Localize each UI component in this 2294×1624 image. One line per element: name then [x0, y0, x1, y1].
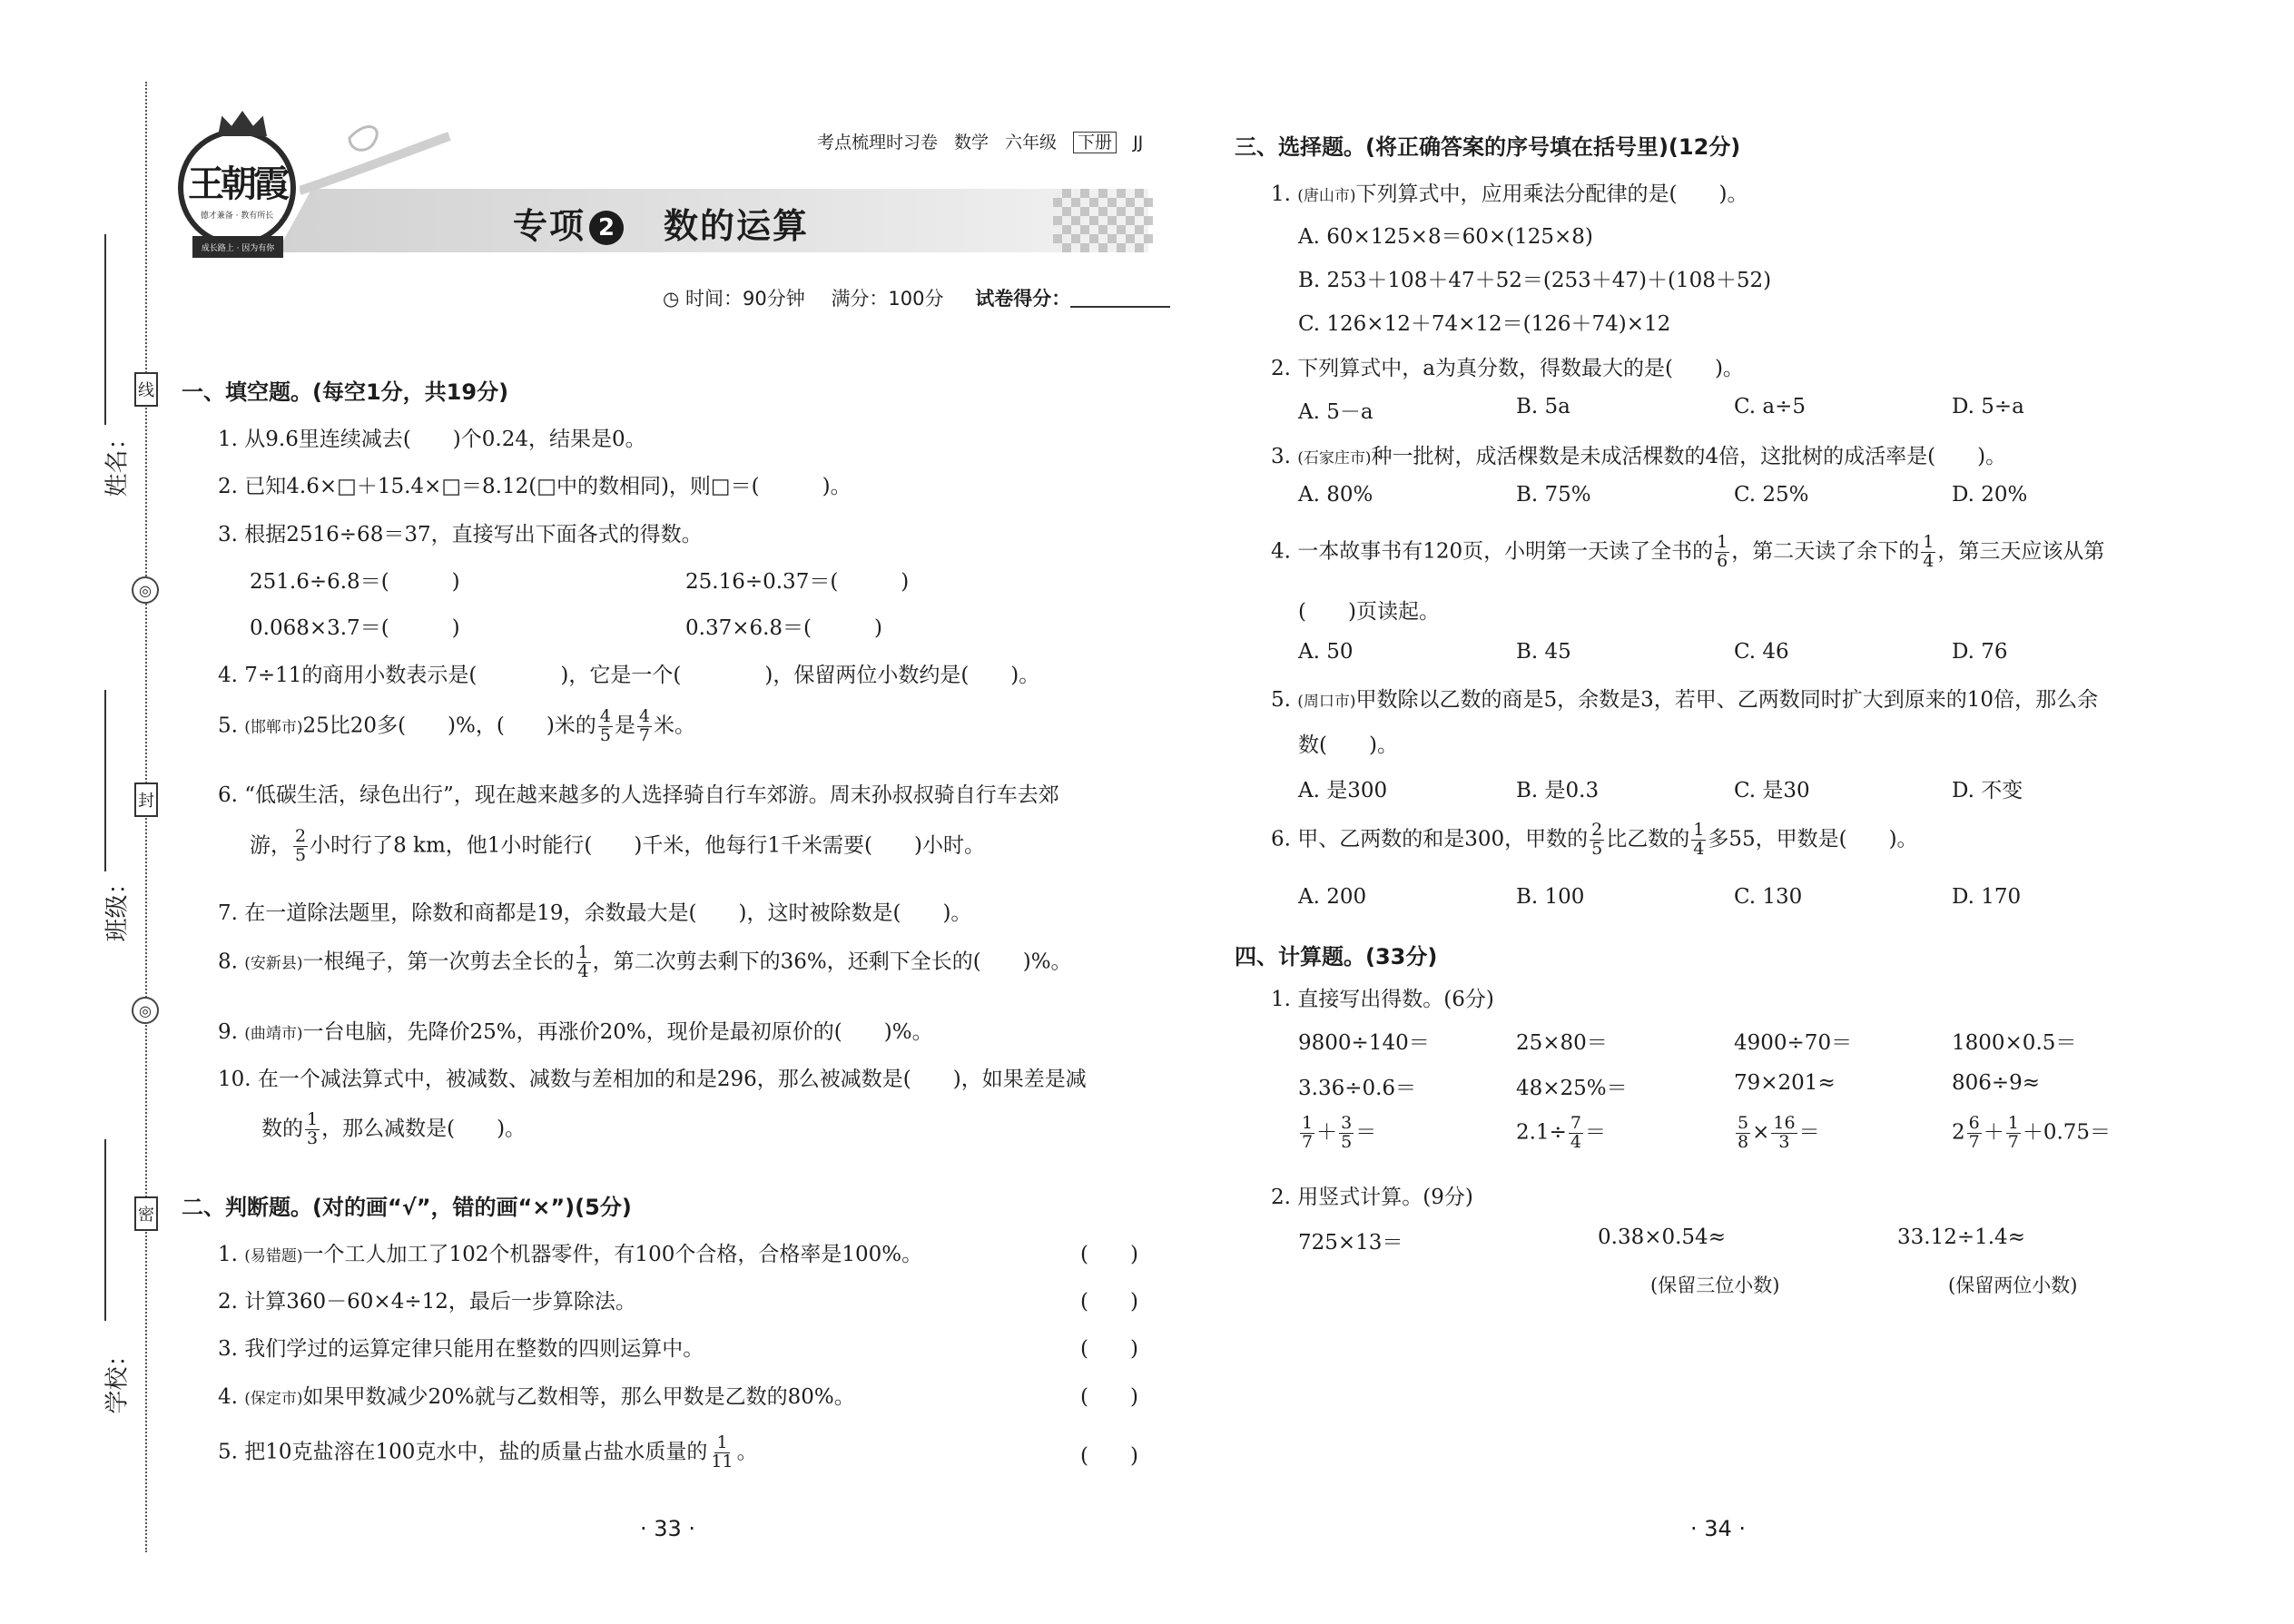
s2-q5-answer[interactable]: ( ): [1080, 1444, 1138, 1468]
s3-q6-option-a[interactable]: A. 200: [1298, 885, 1367, 909]
page-number-33: · 33 ·: [640, 1516, 696, 1541]
fraction: $\frac{1}{4}$: [577, 942, 589, 981]
s4-note-two-decimals: (保留两位小数): [1948, 1275, 2078, 1296]
s4-q2: 2. 用竖式计算。(9分): [1271, 1186, 1473, 1209]
fraction: $\frac{7}{4}$: [1570, 1113, 1581, 1152]
s2-q5: 5. 把10克盐溶在100克水中，盐的质量占盐水质量的 $\frac{1}{11}$ 。: [218, 1432, 758, 1471]
s4-r1-d: 1800×0.5＝: [1952, 1031, 2077, 1055]
fraction: $\frac{2}{5}$: [1591, 820, 1603, 859]
s1-q1: 1. 从9.6里连续减去( )个0.24，结果是0。: [218, 428, 646, 451]
s2-q1: 1. (易错题)一个工人加工了102个机器零件，有100个合格，合格率是100%。: [218, 1243, 923, 1266]
s3-q1-option-b[interactable]: B. 253＋108＋47＋52＝(253＋47)＋(108＋52): [1298, 269, 1772, 292]
s1-q3: 3. 根据2516÷68＝37，直接写出下面各式的得数。: [218, 523, 703, 546]
fraction: $\frac{5}{8}$: [1738, 1113, 1749, 1152]
logo-name: 王朝霞: [188, 162, 286, 205]
s1-q3c: 0.068×3.7＝( ): [250, 616, 460, 640]
s4-r2-b: 48×25%＝: [1516, 1077, 1628, 1100]
s1-q8-tag: (安新县): [244, 954, 303, 973]
fraction: $\frac{2}{5}$: [295, 826, 307, 865]
s3-q1-option-a[interactable]: A. 60×125×8＝60×(125×8): [1298, 225, 1593, 249]
fraction: $\frac{1}{6}$: [1717, 532, 1728, 571]
s3-q5-line2: 数( )。: [1298, 733, 1398, 757]
page-number-34: · 34 ·: [1690, 1516, 1747, 1541]
s3-q3: 3. (石家庄市)种一批树，成活棵数是未成活棵数的4倍，这批树的成活率是( )。: [1271, 445, 2007, 468]
s3-q1: 1. (唐山市)下列算式中，应用乘法分配律的是( )。: [1271, 182, 1748, 206]
s1-q9-tag: (曲靖市): [244, 1025, 303, 1043]
s3-q5: 5. (周口市)甲数除以乙数的商是5，余数是3，若甲、乙两数同时扩大到原来的10倍，那么余: [1271, 688, 2099, 712]
s2-q1-answer[interactable]: ( ): [1080, 1243, 1138, 1266]
s2-q4-tag: (保定市): [244, 1390, 303, 1408]
fraction: $\frac{1}{3}$: [307, 1109, 319, 1148]
s3-q5-tag: (周口市): [1297, 693, 1356, 711]
fraction: $\frac{4}{7}$: [638, 706, 650, 745]
s1-q3a: 251.6÷6.8＝( ): [250, 570, 460, 594]
s3-q5-option-d[interactable]: D. 不变: [1952, 779, 2023, 802]
score-label: 试卷得分：: [975, 288, 1071, 310]
s2-q4-answer[interactable]: ( ): [1080, 1385, 1138, 1409]
s3-q4: 4. 一本故事书有120页，小明第一天读了全书的 $\frac{1}{6}$ ，第二天读了余下的 $\frac{1}{4}$ ，第三天应该从第: [1271, 532, 2105, 571]
s1-q10-line1: 10. 在一个减法算式中，被减数、减数与差相加的和是296，那么被减数是( )，如果差是减: [218, 1068, 1087, 1091]
exam-info: [663, 284, 1170, 311]
s3-q6: 6. 甲、乙两数的和是300，甲数的 $\frac{2}{5}$ 比乙数的 $\frac{1}{4}$ 多55，甲数是( )。: [1271, 820, 1918, 859]
s4-r1-c: 4900÷70＝: [1734, 1031, 1853, 1055]
page-title: [513, 198, 809, 248]
s1-q4: 4. 7÷11的商用小数表示是( )，它是一个( )，保留两位小数约是( )。: [218, 664, 1040, 687]
s4-r1-b: 25×80＝: [1516, 1031, 1608, 1055]
s4-r3-d: 2 $\frac{6}{7}$ ＋ $\frac{1}{7}$ ＋0.75＝: [1952, 1113, 2112, 1152]
grade: 六年级: [1005, 133, 1058, 153]
s4-calc-a: 725×13＝: [1298, 1231, 1403, 1255]
s4-note-three-decimals: (保留三位小数): [1650, 1275, 1780, 1296]
s1-q5-text-c: 米。: [654, 714, 695, 738]
s4-r3-c: $\frac{5}{8}$ × $\frac{16}{3}$ ＝: [1738, 1113, 1820, 1152]
name-line: [104, 234, 106, 425]
series-name: 考点梳理时习卷: [817, 133, 939, 153]
s3-q6-option-b[interactable]: B. 100: [1516, 885, 1585, 909]
s3-q3-option-b[interactable]: B. 75%: [1516, 483, 1591, 507]
s3-q3-option-a[interactable]: A. 80%: [1298, 483, 1373, 507]
exam-full-score: 满分：100分: [831, 288, 944, 310]
s3-q5-option-c[interactable]: C. 是30: [1734, 779, 1810, 802]
section-2-title: 二、判断题。(对的画“√”，错的画“×”)(5分): [182, 1195, 632, 1220]
score-blank[interactable]: [1070, 306, 1170, 308]
s3-q2-option-d[interactable]: D. 5÷a: [1952, 395, 2024, 418]
s1-q10-line2: 数的 $\frac{1}{3}$ ，那么减数是( )。: [261, 1109, 527, 1148]
fraction: $\frac{1}{7}$: [1302, 1113, 1314, 1152]
s3-q4-option-b[interactable]: B. 45: [1516, 640, 1571, 664]
s4-r2-d: 806÷9≈: [1952, 1071, 2041, 1095]
fraction: $\frac{3}{5}$: [1341, 1113, 1353, 1152]
s2-q2: 2. 计算360－60×4÷12，最后一步算除法。: [218, 1290, 636, 1314]
binding-hole-icon: ◎: [132, 576, 159, 604]
s3-q5-option-a[interactable]: A. 是300: [1298, 779, 1388, 802]
logo-subtitle: 德才兼备 · 教有所长: [200, 212, 274, 221]
series-info: [817, 129, 1143, 153]
s3-q3-option-d[interactable]: D. 20%: [1952, 483, 2028, 507]
section-1-title: 一、填空题。(每空1分，共19分): [182, 379, 509, 405]
exam-time: 时间：90分钟: [685, 288, 805, 310]
section-3-title: 三、选择题。(将正确答案的序号填在括号里)(12分): [1235, 134, 1741, 160]
s3-q4-option-c[interactable]: C. 46: [1734, 640, 1789, 664]
class-line: [104, 690, 106, 871]
s2-q1-tag: (易错题): [244, 1247, 303, 1265]
logo-ribbon: 成长路上 · 因为有你: [192, 236, 283, 258]
s3-q1-tag: (唐山市): [1297, 187, 1356, 205]
s1-q6-line1: 6. “低碳生活，绿色出行”，现在越来越多的人选择骑自行车郊游。周末孙叔叔骑自行车去郊: [218, 783, 1059, 807]
s3-q2-option-a[interactable]: A. 5－a: [1298, 400, 1373, 424]
s1-q3d: 0.37×6.8＝( ): [685, 616, 883, 640]
s3-q2-option-b[interactable]: B. 5a: [1516, 395, 1570, 418]
s3-q6-option-c[interactable]: C. 130: [1734, 885, 1803, 909]
s3-q2: 2. 下列算式中，a为真分数，得数最大的是( )。: [1271, 357, 1744, 380]
ribbon-swoosh-icon: [300, 118, 454, 200]
s4-r2-a: 3.36÷0.6＝: [1298, 1077, 1417, 1100]
crown-icon: [218, 111, 267, 136]
volume: 下册: [1073, 132, 1117, 153]
s1-q5: 5. (邯郸市)25比20多( )%，( )米的 $\frac{4}{5}$ 是 $\frac{4}{7}$ 米。: [218, 706, 695, 745]
class-label: 班级：: [103, 871, 132, 942]
s4-calc-b: 0.38×0.54≈: [1598, 1225, 1726, 1249]
section-4-title: 四、计算题。(33分): [1235, 944, 1438, 969]
binding-mark-feng: 封: [134, 782, 158, 817]
title-main: 数的运算: [664, 206, 810, 246]
s3-q3-option-c[interactable]: C. 25%: [1734, 483, 1809, 507]
fraction: $\frac{16}{3}$: [1773, 1113, 1796, 1152]
edition: JJ: [1133, 133, 1144, 153]
s3-q5-option-b[interactable]: B. 是0.3: [1516, 779, 1600, 802]
school-line: [104, 1139, 106, 1321]
clock-icon: ◷: [663, 288, 680, 310]
s4-r2-c: 79×201≈: [1734, 1071, 1836, 1095]
title-number-badge: 2: [589, 211, 624, 245]
s3-q4-line2: ( )页读起。: [1298, 600, 1440, 624]
s2-q4: 4. (保定市)如果甲数减少20%就与乙数相等，那么甲数是乙数的80%。: [218, 1385, 855, 1409]
subject: 数学: [954, 133, 989, 153]
s1-q5-tag: (邯郸市): [244, 718, 303, 737]
s4-q1: 1. 直接写出得数。(6分): [1271, 988, 1494, 1011]
s3-q4-option-d[interactable]: D. 76: [1952, 640, 2008, 664]
fraction: $\frac{1}{7}$: [2007, 1113, 2019, 1152]
s1-q6-line2: 游， $\frac{2}{5}$ 小时行了8 km，他1小时能行( )千米，他每行1千米需要( )小时。: [250, 826, 985, 865]
binding-mark-xian: 线: [134, 372, 158, 407]
binding-mark-mi: 密: [134, 1196, 158, 1231]
s1-q5-text-b: 是: [614, 714, 635, 738]
s2-q3: 3. 我们学过的运算定律只能用在整数的四则运算中。: [218, 1337, 704, 1361]
fraction: $\frac{1}{4}$: [1923, 532, 1935, 571]
s3-q6-option-d[interactable]: D. 170: [1952, 885, 2022, 909]
s4-r3-a: $\frac{1}{7}$ ＋ $\frac{3}{5}$ ＝: [1302, 1113, 1377, 1152]
s3-q1-option-c[interactable]: C. 126×12＋74×12＝(126＋74)×12: [1298, 312, 1671, 336]
fraction: $\frac{1}{11}$: [711, 1432, 733, 1471]
s1-q2: 2. 已知4.6×□＋15.4×□＝8.12(□中的数相同)，则□＝( )。: [218, 475, 852, 498]
s3-q3-tag: (石家庄市): [1297, 449, 1372, 468]
s3-q4-option-a[interactable]: A. 50: [1298, 640, 1354, 664]
s4-calc-c: 33.12÷1.4≈: [1897, 1225, 2025, 1249]
s1-q9: 9. (曲靖市)一台电脑，先降价25%，再涨价20%，现价是最初原价的( )%。: [218, 1020, 933, 1044]
s2-q2-answer[interactable]: ( ): [1080, 1290, 1138, 1314]
name-label: 姓名：: [103, 426, 132, 497]
s1-q7: 7. 在一道除法题里，除数和商都是19，余数最大是( )，这时被除数是( )。: [218, 901, 972, 925]
binding-hole-icon: ◎: [132, 997, 159, 1024]
school-label: 学校：: [103, 1343, 132, 1414]
fraction: $\frac{6}{7}$: [1968, 1113, 1980, 1152]
s2-q3-answer[interactable]: ( ): [1080, 1337, 1138, 1361]
title-prefix: 专项: [513, 206, 586, 246]
brand-logo: [178, 129, 296, 253]
s4-r1-a: 9800÷140＝: [1298, 1031, 1430, 1055]
binding-dotted-line: [145, 82, 147, 1552]
title-checker-pattern: [1053, 189, 1153, 252]
s1-q8: 8. (安新县)一根绳子，第一次剪去全长的 $\frac{1}{4}$ ，第二次剪去剩下的36%，还剩下全长的( )%。: [218, 942, 1072, 981]
s4-r3-b: 2.1÷ $\frac{7}{4}$ ＝: [1516, 1113, 1606, 1152]
s1-q3b: 25.16÷0.37＝( ): [685, 570, 910, 594]
s1-q5-text-a: 25比20多( )%，( )米的: [302, 714, 596, 738]
s3-q2-option-c[interactable]: C. a÷5: [1734, 395, 1807, 418]
fraction: $\frac{1}{4}$: [1693, 820, 1705, 859]
fraction: $\frac{4}{5}$: [599, 706, 611, 745]
